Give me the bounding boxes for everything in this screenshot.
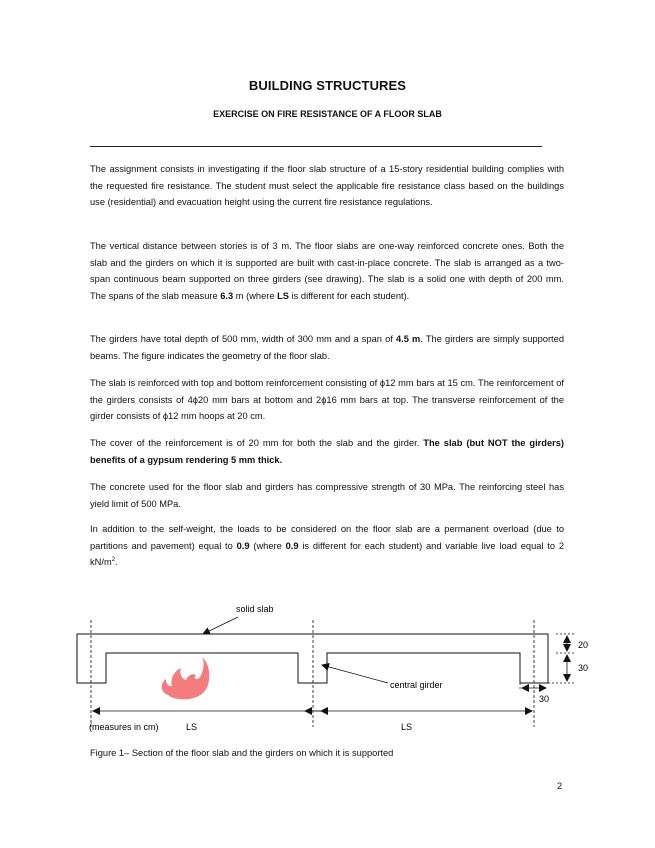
p5-bold: The slab (but NOT the girders) benefits of a gypsum rendering 5 mm thick. — [90, 438, 565, 465]
p3-span-value: 4.5 m — [396, 334, 421, 344]
p7-text: In addition to the self-weight, the loads to be considered on the floor slab are a permanent overload (due to partitions and pavement) equal to — [90, 524, 564, 551]
p3-end: . The girders are simply supported beams. The figure indicates the geometry of the floor slab. — [90, 334, 564, 361]
p2-mid: m (where — [235, 290, 275, 301]
paragraph-materials: The concrete used for the floor slab and girders has compressive strength of 30 MPa. The reinforcing steel has yield limit of 500 MPa. — [90, 482, 564, 509]
dim-label-30-right: 30 — [578, 663, 589, 673]
label-central-girder: central girder — [390, 680, 443, 690]
p7-value2: 0.9 — [285, 540, 299, 551]
floor-slab-section-figure — [0, 595, 655, 745]
p5-text: The cover of the reinforcement is of 20 mm for both the slab and the girder. — [90, 438, 420, 448]
label-ls-left: LS — [186, 722, 198, 732]
paragraph-cover — [90, 435, 564, 468]
p2-ls: LS — [277, 290, 290, 301]
paragraph-reinforcement: The slab is reinforced with top and bottom reinforcement consisting of ϕ12 mm bars at 15 cm. The reinforcement of the girders consists of 4ϕ20 mm bars at bottom and 2ϕ16 mm bars at top. The transverse reinforcement of the girder consists of ϕ12 mm hoops at 20 cm. — [90, 378, 564, 422]
document-subtitle: EXERCISE ON FIRE RESISTANCE OF A FLOOR SLAB — [213, 109, 442, 119]
paragraph-slab-geometry — [90, 238, 564, 304]
p7-mid: (where — [253, 540, 282, 551]
paragraph-assignment: The assignment consists in investigating if the floor slab structure of a 15-story residential building complies with the requested fire resistance. The student must select the applicable fire resistance class based on the buildings use (residential) and evacuation height using the current fire resistance regulations. — [90, 164, 564, 208]
paragraph-loads — [90, 521, 564, 571]
p3-text: The girders have total depth of 500 mm, width of 300 mm and a span of — [90, 334, 393, 344]
p2-end: is different for each student). — [291, 290, 410, 301]
figure-caption: Figure 1– Section of the floor slab and the girders on which it is supported — [90, 748, 394, 758]
p2-text: The vertical distance between stories is of 3 m. The floor slabs are one-way reinforced concrete ones. Both the slab and the girders on which it is supported are built with cast-in-place concrete. The slab is arranged as a two-span continuous beam supported on three girders (see drawing). The slab is a solid one with depth of 200 mm. The spans of the slab measure — [90, 241, 564, 301]
flame-icon — [162, 657, 210, 699]
page-number: 2 — [557, 781, 563, 791]
label-measures: (measures in cm) — [89, 722, 159, 732]
slab-outline — [77, 634, 548, 683]
p7-dot: . — [115, 557, 118, 568]
label-solid-slab: solid slab — [236, 604, 274, 614]
paragraph-girders — [90, 331, 564, 364]
p7-sup: 2 — [111, 557, 116, 564]
label-ls-right: LS — [401, 722, 413, 732]
leader-solid-slab — [203, 617, 238, 634]
p2-span-value: 6.3 — [220, 290, 234, 301]
p7-end: is different for each student) and variable live load equal to 2 kN/m — [90, 540, 564, 568]
leader-central-girder — [322, 665, 388, 683]
p7-value: 0.9 — [236, 540, 250, 551]
document-title: BUILDING STRUCTURES — [248, 78, 407, 93]
dim-label-20: 20 — [578, 640, 589, 650]
dim-label-30-bottom: 30 — [539, 694, 550, 704]
header-divider — [90, 146, 542, 147]
